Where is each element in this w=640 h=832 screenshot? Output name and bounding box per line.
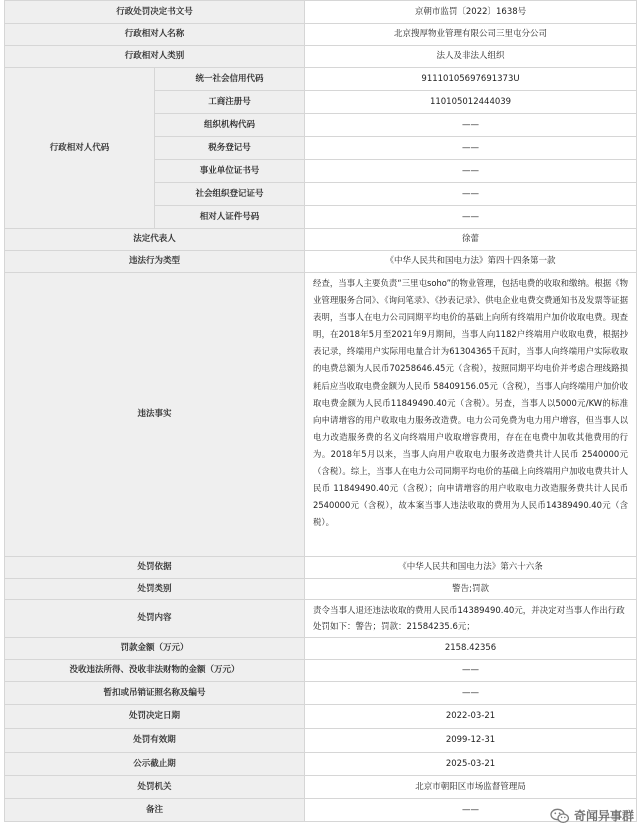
legal-rep-value: 徐蕾 [305, 229, 637, 251]
row-authority [5, 776, 637, 799]
row-confiscation [5, 660, 637, 682]
basis-value: 《中华人民共和国电力法》第六十六条 [305, 557, 637, 579]
valid-until-label: 处罚有效期 [5, 729, 305, 753]
institution-no-value: —— [305, 160, 637, 183]
row-decision-date [5, 705, 637, 729]
penalty-info-table [4, 0, 637, 822]
org-code-label: 组织机构代码 [155, 114, 305, 137]
category-label: 行政相对人类别 [5, 46, 305, 68]
fine-value: 2158.42356 [305, 638, 637, 660]
institution-no-label: 事业单位证书号 [155, 160, 305, 183]
code-group-label: 行政相对人代码 [5, 68, 155, 229]
row-category [5, 46, 637, 68]
authority-value: 北京市朝阳区市场监督管理局 [305, 776, 637, 799]
row-license [5, 682, 637, 705]
penalty-content-label: 处罚内容 [5, 600, 305, 638]
penalty-type-label: 处罚类别 [5, 579, 305, 600]
confiscation-label: 没收违法所得、没收非法财物的金额（万元） [5, 660, 305, 682]
social-org-no-label: 社会组织登记证号 [155, 183, 305, 206]
facts-value: 经查，当事人主要负责“三里屯soho”的物业管理，包括电费的收取和缴纳。根据《物业管理服务合同》、《询问笔录》、《抄表记录》、供电企业电费交费通知书及发票等证据表明，当事人在电力公司同期平均电价的基础上向所有终端用户加价收取电费。现查明，在2018年5月至2021年9月期间，当事人向1182户终端用户收取电费，根据抄表记录，终端用户实际用电量合计为61304365千瓦时，当事人向终端用户实际收取的电费总额为人民币70258646.45元（含税），按照同期平均电价并考虑合理线路损耗后应当收取电费金额为人民币 58409156.05元（含税），当事人向终端用户加价收取电费金额为人民币11849490.40元（含税）。另查，当事人以5000元/KW的标准向申请增容的用户收取电力服务改造费。电力公司免费为电力用户增容，但当事人以电力改造服务费的名义向终端用户收取增容费用，存在在电费中加收其他费用的行为。2018年5月以来，当事人向用户收取电力服务改造费共计人民币 2540000元（含税）。综上，当事人在电力公司同期平均电价的基础上向终端用户加收电费共计人民币 11849490.40元（含税）；向申请增容的用户收取电力改造服务费共计人民币2540000元（含税），故本案当事人违法收取的费用为人民币14389490.40元（含税）。 [305, 273, 637, 557]
row-penalty-content [5, 600, 637, 638]
publish-until-value: 2025-03-21 [305, 753, 637, 776]
reg-no-label: 工商注册号 [155, 91, 305, 114]
row-name [5, 24, 637, 46]
credit-code-value: 91110105697691373U [305, 68, 637, 91]
watermark [550, 807, 634, 824]
confiscation-value: —— [305, 660, 637, 682]
facts-label: 违法事实 [5, 273, 305, 557]
publish-until-label: 公示截止期 [5, 753, 305, 776]
remarks-label: 备注 [5, 799, 305, 822]
credit-code-label: 统一社会信用代码 [155, 68, 305, 91]
row-remarks [5, 799, 637, 822]
decision-date-label: 处罚决定日期 [5, 705, 305, 729]
watermark-text: 奇闻异事群 [573, 809, 634, 823]
violation-type-value: 《中华人民共和国电力法》第四十四条第一款 [305, 251, 637, 273]
org-code-value: —— [305, 114, 637, 137]
license-value: —— [305, 682, 637, 705]
row-valid-until [5, 729, 637, 753]
row-penalty-type [5, 579, 637, 600]
basis-label: 处罚依据 [5, 557, 305, 579]
social-org-no-value: —— [305, 183, 637, 206]
valid-until-value: 2099-12-31 [305, 729, 637, 753]
name-label: 行政相对人名称 [5, 24, 305, 46]
row-publish-until [5, 753, 637, 776]
doc-no-label: 行政处罚决定书文号 [5, 1, 305, 24]
id-no-value: —— [305, 206, 637, 229]
penalty-type-value: 警告;罚款 [305, 579, 637, 600]
license-label: 暂扣或吊销证照名称及编号 [5, 682, 305, 705]
row-violation-type [5, 251, 637, 273]
wechat-icon [550, 808, 570, 824]
row-facts [5, 273, 637, 557]
remarks-value: —— [305, 799, 637, 822]
row-basis [5, 557, 637, 579]
doc-no-value: 京朝市监罚〔2022〕1638号 [305, 1, 637, 24]
name-value: 北京搜厚物业管理有限公司三里屯分公司 [305, 24, 637, 46]
violation-type-label: 违法行为类型 [5, 251, 305, 273]
category-value: 法人及非法人组织 [305, 46, 637, 68]
penalty-content-value: 责令当事人退还违法收取的费用人民币14389490.40元，并决定对当事人作出行政处罚如下：警告；罚款：21584235.6元； [305, 600, 637, 638]
fine-label: 罚款金额（万元） [5, 638, 305, 660]
reg-no-value: 110105012444039 [305, 91, 637, 114]
tax-no-label: 税务登记号 [155, 137, 305, 160]
tax-no-value: —— [305, 137, 637, 160]
id-no-label: 相对人证件号码 [155, 206, 305, 229]
row-doc-no [5, 1, 637, 24]
row-legal-rep [5, 229, 637, 251]
authority-label: 处罚机关 [5, 776, 305, 799]
row-fine [5, 638, 637, 660]
row-credit-code [5, 68, 637, 91]
decision-date-value: 2022-03-21 [305, 705, 637, 729]
legal-rep-label: 法定代表人 [5, 229, 305, 251]
